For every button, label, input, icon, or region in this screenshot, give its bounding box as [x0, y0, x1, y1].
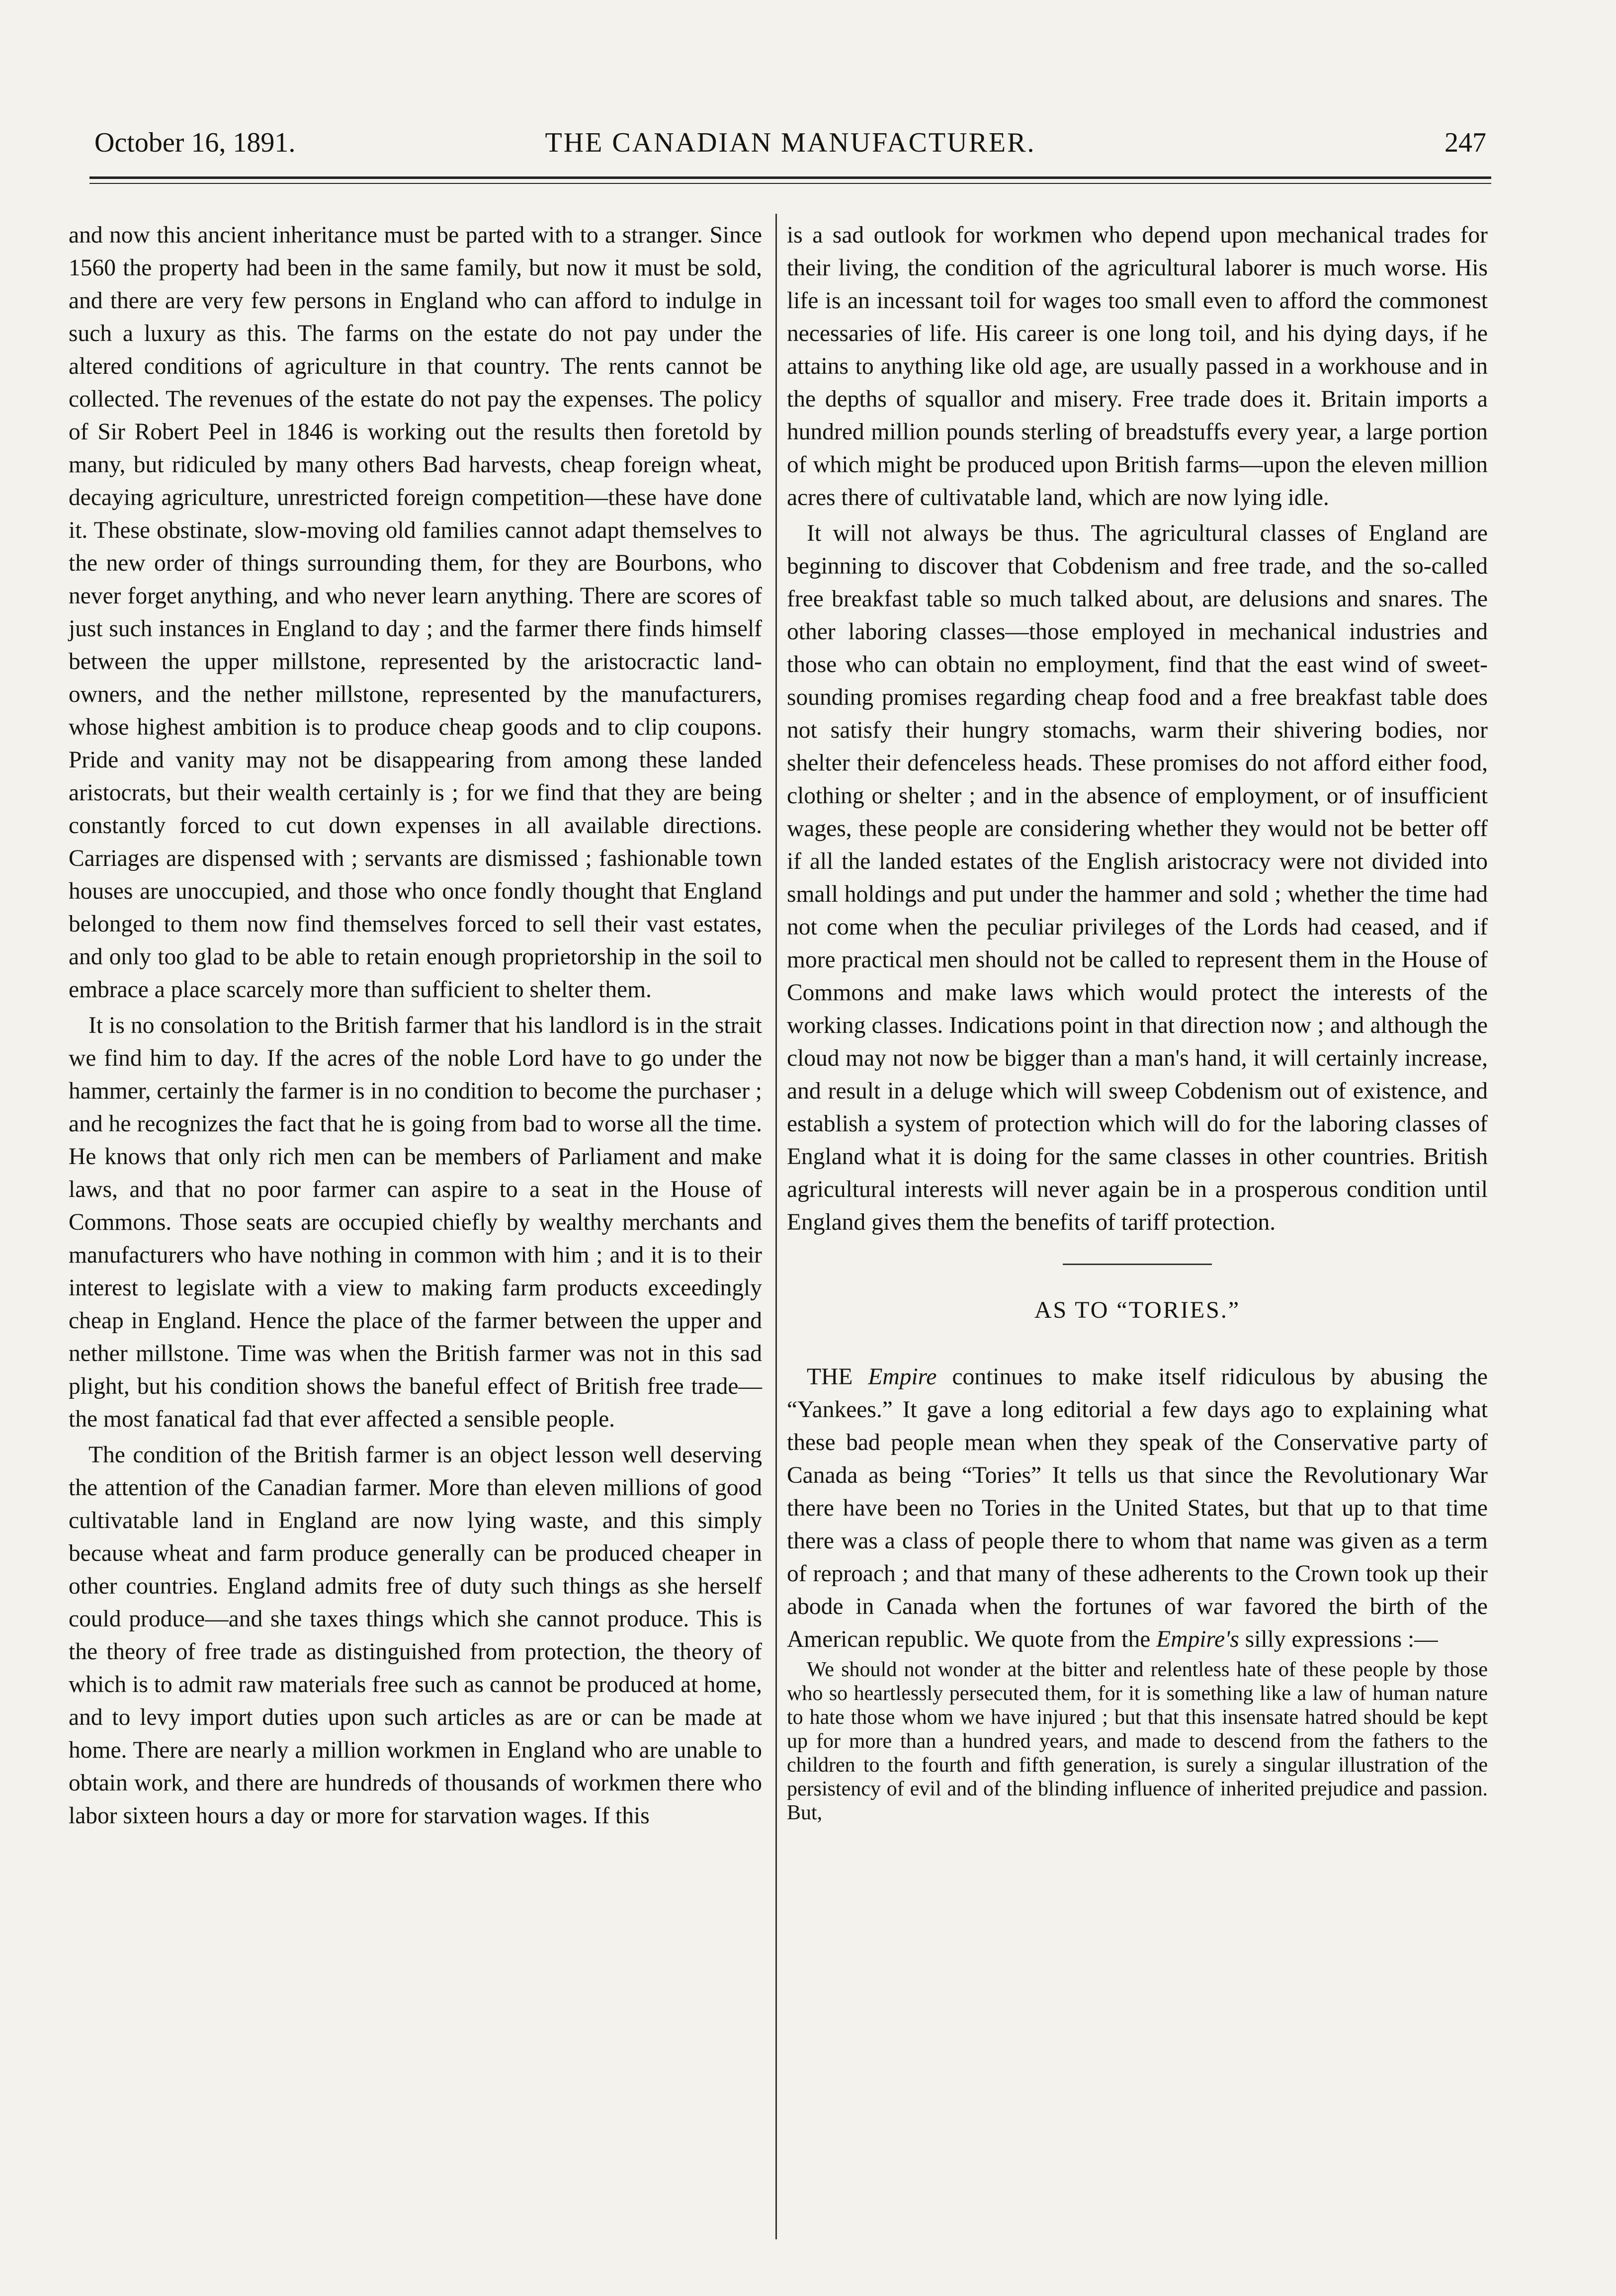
- right-paragraph-3: [787, 1361, 1488, 1656]
- left-paragraph-1: and now this ancient inheritance must be parted with to a stranger. Since 1560 the property had been in the same family, but now it must be sold, and there are very few persons in England who can afford to indulge in such a luxury as this. The farms on the estate do not pay under the altered conditions of agriculture in that country. The rents cannot be collected. The revenues of the estate do not pay the expenses. The policy of Sir Robert Peel in 1846 is working out the results then foretold by many, but ridiculed by many others Bad harvests, cheap foreign wheat, decaying agriculture, unrestricted foreign competition—these have done it. These obstinate, slow-moving old families cannot adapt themselves to the new order of things surrounding them, for they are Bourbons, who never forget anything, and who never learn anything. There are scores of just such instances in England to day ; and the farmer there finds himself between the upper millstone, represented by the aristocractic land-owners, and the nether millstone, represented by the manufacturers, whose highest ambition is to produce cheap goods and to clip coupons. Pride and vanity may not be disappearing from among these landed aristocrats, but their wealth certainly is ; for we find that they are being constantly forced to cut down expenses in all available directions. Carriages are dispensed with ; servants are dismissed ; fashionable town houses are unoccupied, and those who once fondly thought that England belonged to them now find themselves forced to sell their vast estates, and only too glad to be able to retain enough proprietorship in the soil to embrace a place scarcely more than sufficient to shelter them.: [69, 222, 762, 1003]
- paragraph-3-start: THE: [807, 1364, 868, 1390]
- issue-date: October 16, 1891.: [94, 127, 296, 158]
- left-paragraph-2: It is no consolation to the British farmer that his landlord is in the strait we find him to day. If the acres of the noble Lord have to go under the hammer, certainly the farmer is in no condition to become the purchaser ; and he recognizes the fact that he is going from bad to worse all the time. He knows that only rich men can be members of Parliament and make laws, and that no poor farmer can aspire to a seat in the House of Commons. Those seats are occupied chiefly by wealthy merchants and manufacturers who have nothing in common with him ; and it is to their interest to legislate with a view to making farm products exceedingly cheap in England. Hence the place of the farmer between the upper and nether millstone. Time was when the British farmer was not in this sad plight, but his condition shows the baneful effect of British free trade—the most fanatical fad that ever affected a sensible people.: [69, 1013, 762, 1432]
- section-separator: [1063, 1264, 1212, 1265]
- right-paragraph-1: is a sad outlook for workmen who depend upon mechanical trades for their living, the condition of the agricultural laborer is much worse. His life is an incessant toil for wages too small even to afford the commonest necessaries of life. His career is one long toil, and his dying days, if he attains to anything like old age, are usually passed in a workhouse and in the depths of squallor and misery. Free trade does it. Britain imports a hundred million pounds sterling of breadstuffs every year, a large portion of which might be produced upon British farms—upon the eleven million acres there of cultivatable land, which are now lying idle.: [787, 222, 1488, 510]
- left-column: [69, 219, 762, 1832]
- page-header: [89, 127, 1491, 171]
- header-rule-thin: [89, 183, 1491, 184]
- block-quote: [787, 1658, 1488, 1825]
- paragraph-3-middle: continues to make itself ridiculous by abusing the “Yankees.” It gave a long editorial a few days ago to explaining what these bad people mean when they speak of the Conservative party of Canada as being “Tories” It tells us that since the Revolutionary War there have been no Tories in the United States, but that up to that time there was a class of people there to whom that name was given as a term of reproach ; and that many of these adherents to the Crown took up their abode in Canada when the fortunes of war favored the birth of the American republic. We quote from the: [787, 1364, 1488, 1652]
- publication-title: THE CANADIAN MANUFACTURER.: [545, 127, 1036, 158]
- right-paragraph-2: It will not always be thus. The agricultural classes of England are beginning to discover that Cobdenism and free trade, and the so-called free breakfast table so much talked about, are delusions and snares. The other laboring classes—those employed in mechanical industries and those who can obtain no employment, find that the east wind of sweet-sounding promises regarding cheap food and a free breakfast table does not satisfy their hungry stomachs, warm their shivering bodies, nor shelter their defenceless heads. These promises do not afford either food, clothing or shelter ; and in the absence of employment, or of insufficient wages, these people are considering whether they would not be better off if all the landed estates of the English aristocracy were not divided into small holdings and put under the hammer and sold ; whether the time had not come when the peculiar privileges of the Lords had ceased, and if more practical men should not be called to represent them in the House of Commons and make laws which would protect the interests of the working classes. Indications point in that direction now ; and although the cloud may not now be bigger than a man's hand, it will certainly increase, and result in a deluge which will sweep Cobdenism out of existence, and establish a system of protection which will do for the laboring classes of England what it is doing for the same classes in other countries. British agricultural interests will never again be in a prosperous condition until England gives them the benefits of tariff protection.: [787, 520, 1488, 1235]
- empire-title-2: Empire's: [1156, 1626, 1239, 1652]
- section-heading: AS TO “TORIES.”: [1034, 1297, 1241, 1323]
- header-rule-thick: [89, 176, 1491, 179]
- column-divider: [775, 214, 777, 2239]
- page-number: 247: [1445, 127, 1486, 158]
- right-column: [787, 219, 1488, 1825]
- quote-text: We should not wonder at the bitter and relentless hate of these people by those who so heartlessly persecuted them, for it is something like a law of human nature to hate those whom we have injured ; but that this insensate hatred should be kept up for more than a hundred years, and made to descend from the fathers to the children to the fourth and fifth generation, is surely a singular illustration of the persistency of evil and of the blinding influence of inherited prejudice and passion. But,: [787, 1658, 1488, 1824]
- paragraph-3-end: silly expressions :—: [1239, 1626, 1438, 1652]
- empire-title-1: Empire: [868, 1364, 937, 1390]
- left-paragraph-3: The condition of the British farmer is an object lesson well deserving the attention of the Canadian farmer. More than eleven millions of good cultivatable land in England are now lying waste, and this simply because wheat and farm produce generally can be produced cheaper in other countries. England admits free of duty such things as she herself could produce—and she taxes things which she cannot produce. This is the theory of free trade as distinguished from protection, the theory of which is to admit raw materials free such as cannot be produced at home, and to levy import duties upon such articles as are or can be made at home. There are nearly a million workmen in England who are unable to obtain work, and there are hundreds of thousands of workmen there who labor sixteen hours a day or more for starvation wages. If this: [69, 1442, 762, 1829]
